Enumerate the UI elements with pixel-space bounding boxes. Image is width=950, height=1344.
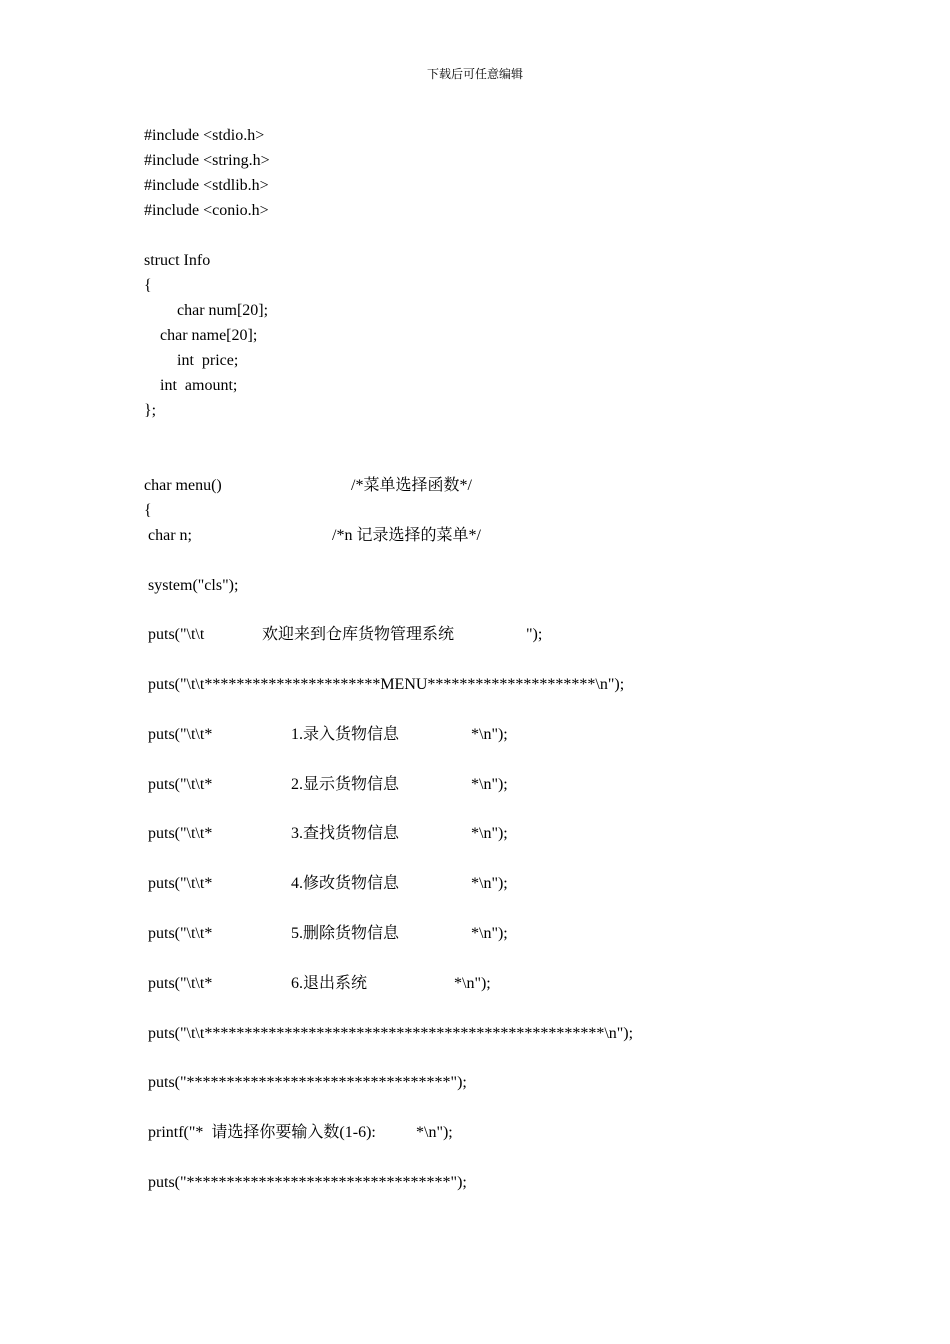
code-text: puts("\t\t*	[148, 726, 213, 743]
include-line: #include <conio.h>	[144, 202, 269, 219]
struct-field: char num[20];	[177, 302, 269, 319]
star-line: puts("*********************************");	[148, 1174, 467, 1191]
menu-top-border: puts("\t\t**********************MENU*********************\n");	[148, 676, 625, 693]
function-open-brace: {	[144, 502, 152, 519]
code-text: puts("\t\t*	[148, 925, 213, 942]
include-line: #include <string.h>	[144, 152, 270, 169]
code-comment: /*菜单选择函数*/	[351, 477, 472, 494]
struct-close-brace: };	[144, 402, 157, 419]
code-text: puts("\t\t*	[148, 825, 213, 842]
struct-field: char name[20];	[160, 327, 258, 344]
struct-declaration: struct Info	[144, 252, 211, 269]
star-line: puts("*********************************");	[148, 1074, 467, 1091]
menu-item-label: 1.录入货物信息	[291, 726, 400, 743]
code-text: *\n");	[454, 975, 491, 992]
welcome-text: 欢迎来到仓库货物管理系统	[262, 626, 455, 643]
code-text: puts("\t\t	[148, 626, 205, 643]
code-comment: /*n 记录选择的菜单*/	[332, 527, 481, 544]
code-text: *\n");	[471, 726, 508, 743]
struct-open-brace: {	[144, 277, 152, 294]
code-text: *\n");	[416, 1124, 453, 1141]
menu-item-label: 2.显示货物信息	[291, 776, 400, 793]
menu-item-label: 4.修改货物信息	[291, 875, 400, 892]
code-text: puts("\t\t*	[148, 776, 213, 793]
system-call: system("cls");	[148, 577, 239, 594]
menu-item-label: 5.删除货物信息	[291, 925, 400, 942]
code-text: *\n");	[471, 825, 508, 842]
code-text: char n;	[148, 527, 192, 544]
code-text: printf("* 请选择你要输入数(1-6):	[148, 1124, 376, 1141]
include-line: #include <stdio.h>	[144, 127, 265, 144]
menu-item-label: 3.查找货物信息	[291, 825, 400, 842]
include-line: #include <stdlib.h>	[144, 177, 269, 194]
struct-field: int amount;	[160, 377, 238, 394]
code-text: *\n");	[471, 925, 508, 942]
page-header: 下载后可任意编辑	[426, 67, 523, 81]
code-text: *\n");	[471, 875, 508, 892]
menu-item-label: 6.退出系统	[291, 975, 368, 992]
code-text: ");	[526, 626, 543, 643]
struct-field: int price;	[177, 352, 239, 369]
code-text: puts("\t\t*	[148, 875, 213, 892]
code-text: char menu()	[144, 477, 222, 494]
code-text: puts("\t\t*	[148, 975, 213, 992]
menu-bottom-border: puts("\t\t**************************************************\n");	[148, 1025, 634, 1042]
code-text: *\n");	[471, 776, 508, 793]
